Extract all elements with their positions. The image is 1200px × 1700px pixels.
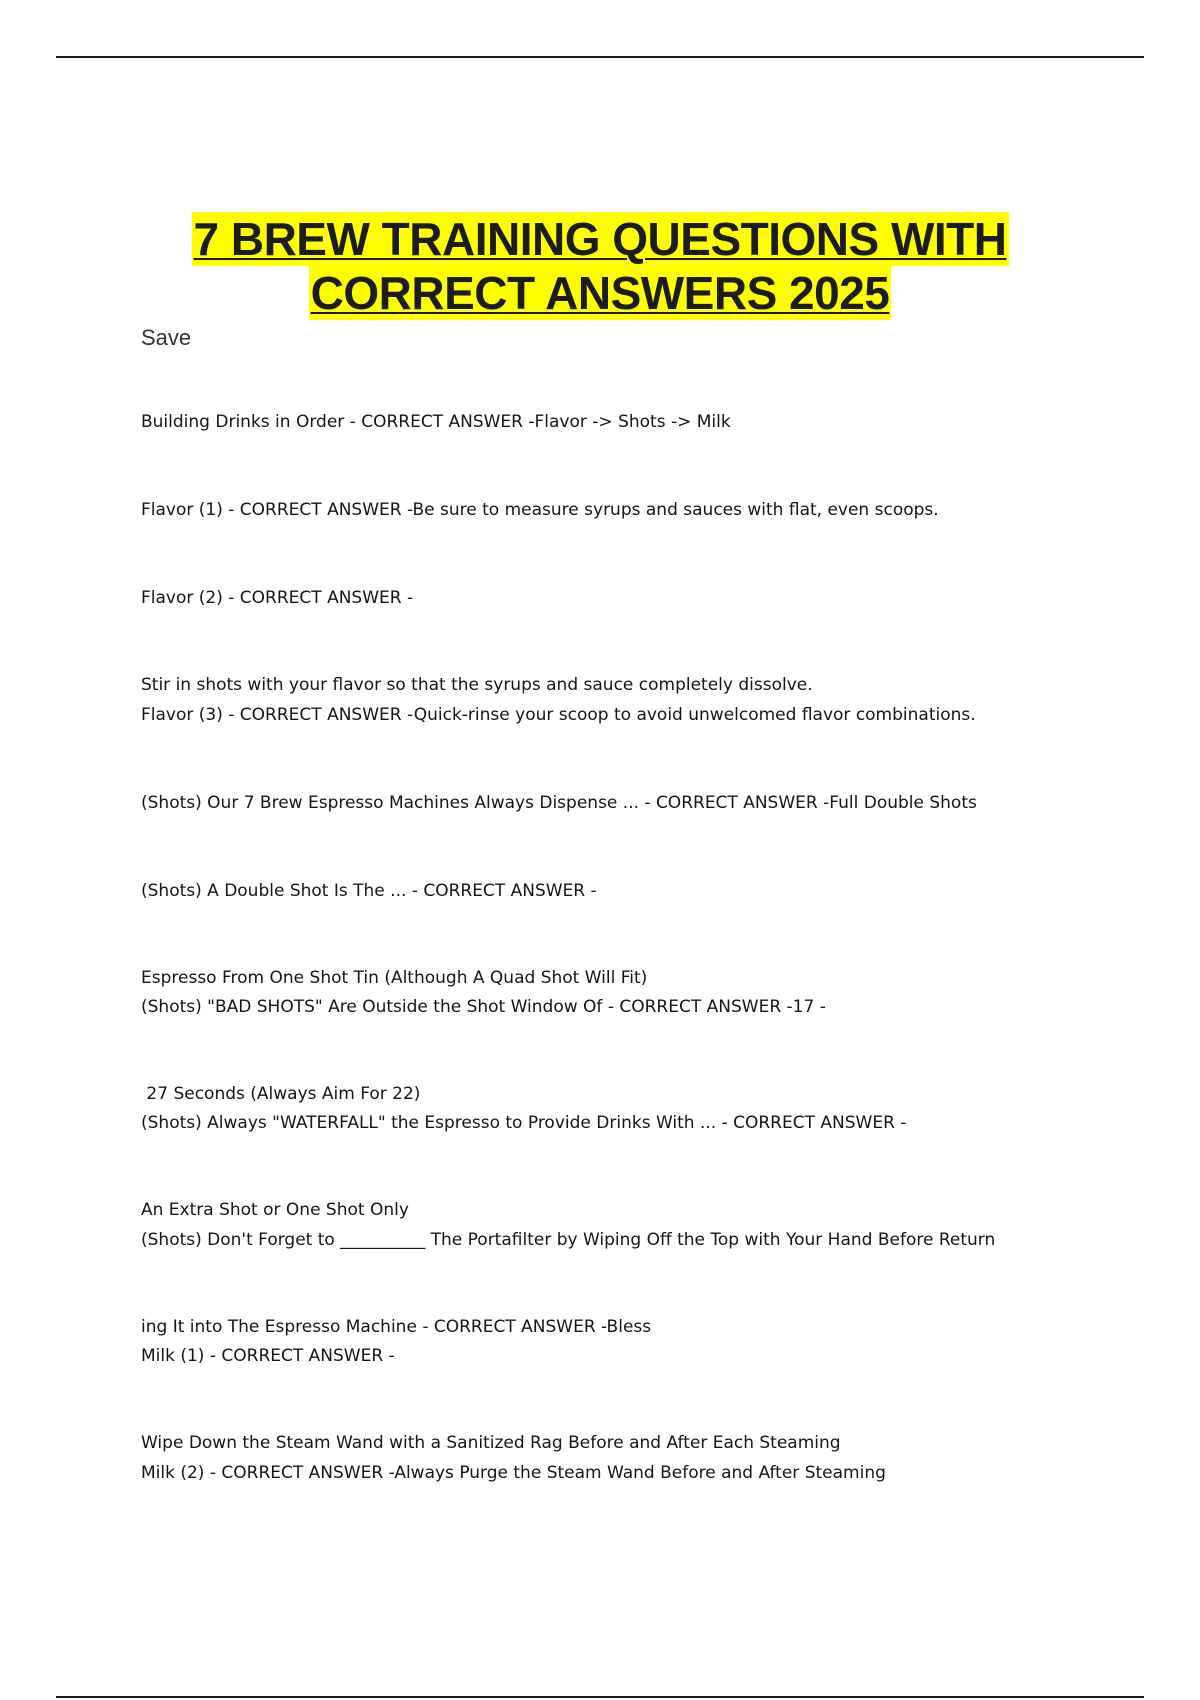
- qa-line: (Shots) Our 7 Brew Espresso Machines Always Dispense ... - CORRECT ANSWER -Full Double Shots: [141, 793, 977, 813]
- title-line-2: CORRECT ANSWERS 2025: [310, 267, 890, 319]
- qa-line: (Shots) A Double Shot Is The ... - CORRECT ANSWER -: [141, 881, 597, 901]
- qa-line: Milk (1) - CORRECT ANSWER -: [141, 1346, 395, 1366]
- qa-line: (Shots) "BAD SHOTS" Are Outside the Shot Window Of - CORRECT ANSWER -17 -: [141, 997, 826, 1017]
- page-title: [0, 212, 1200, 320]
- save-label[interactable]: Save: [141, 325, 192, 350]
- qa-line: Espresso From One Shot Tin (Although A Quad Shot Will Fit): [141, 968, 648, 988]
- bottom-rule: [56, 1696, 1144, 1698]
- qa-line: (Shots) Always "WATERFALL" the Espresso to Provide Drinks With ... - CORRECT ANSWER -: [141, 1113, 907, 1133]
- qa-line: Wipe Down the Steam Wand with a Sanitized Rag Before and After Each Steaming: [141, 1433, 841, 1453]
- qa-line: ing It into The Espresso Machine - CORRECT ANSWER -Bless: [141, 1317, 652, 1337]
- title-line-1: 7 BREW TRAINING QUESTIONS WITH: [193, 213, 1007, 265]
- top-rule: [56, 56, 1144, 58]
- qa-item: [141, 1401, 1081, 1517]
- qa-line: Milk (2) - CORRECT ANSWER -Always Purge the Steam Wand Before and After Steaming: [141, 1463, 886, 1483]
- qa-line: Stir in shots with your flavor so that the syrups and sauce completely dissolve.: [141, 675, 813, 695]
- qa-line: Flavor (2) - CORRECT ANSWER -: [141, 588, 414, 608]
- qa-line: (Shots) Don't Forget to __________ The Portafilter by Wiping Off the Top with Your Hand Before Return: [141, 1230, 996, 1250]
- qa-line: Flavor (3) - CORRECT ANSWER -Quick-rinse your scoop to avoid unwelcomed flavor combinations.: [141, 705, 976, 725]
- qa-line: Flavor (1) - CORRECT ANSWER -Be sure to measure syrups and sauces with flat, even scoops.: [141, 500, 939, 520]
- qa-line: An Extra Shot or One Shot Only: [141, 1200, 409, 1220]
- qa-line: Building Drinks in Order - CORRECT ANSWER -Flavor -> Shots -> Milk: [141, 412, 731, 432]
- qa-line: 27 Seconds (Always Aim For 22): [141, 1084, 421, 1104]
